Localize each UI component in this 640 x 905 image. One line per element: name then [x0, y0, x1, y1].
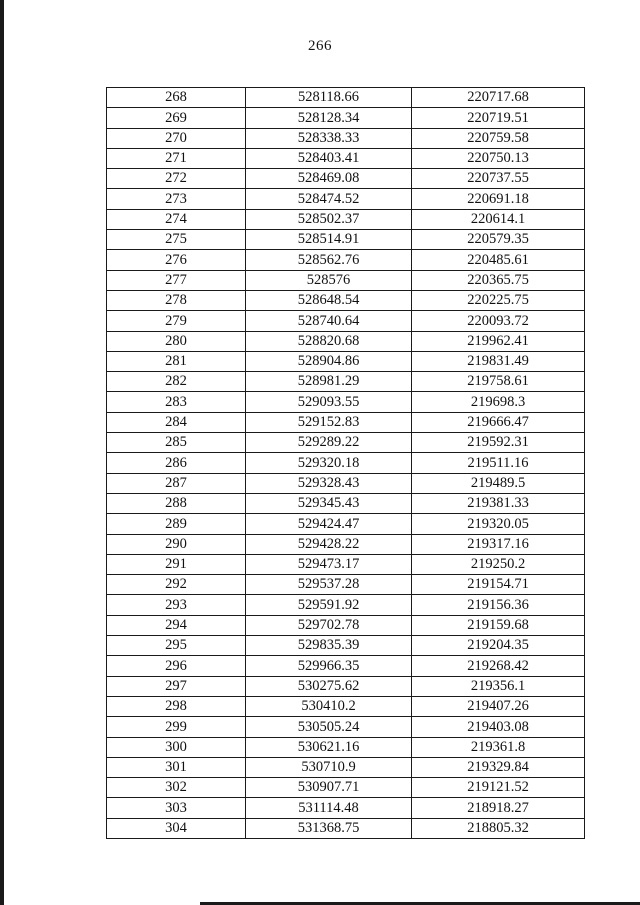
point-number-cell: 270 — [107, 128, 246, 148]
y-coordinate-cell: 219317.16 — [412, 534, 585, 554]
point-number-cell: 278 — [107, 290, 246, 310]
point-number-cell: 302 — [107, 778, 246, 798]
x-coordinate-cell: 528981.29 — [246, 372, 412, 392]
x-coordinate-cell: 531114.48 — [246, 798, 412, 818]
y-coordinate-cell: 220691.18 — [412, 189, 585, 209]
point-number-cell: 271 — [107, 148, 246, 168]
point-number-cell: 299 — [107, 717, 246, 737]
x-coordinate-cell: 529537.28 — [246, 575, 412, 595]
x-coordinate-cell: 528562.76 — [246, 250, 412, 270]
table-row — [107, 169, 585, 189]
y-coordinate-cell: 220093.72 — [412, 311, 585, 331]
x-coordinate-cell: 528648.54 — [246, 290, 412, 310]
table-row — [107, 189, 585, 209]
table-row — [107, 717, 585, 737]
table-row — [107, 575, 585, 595]
x-coordinate-cell: 529289.22 — [246, 433, 412, 453]
point-number-cell: 297 — [107, 676, 246, 696]
x-coordinate-cell: 531368.75 — [246, 818, 412, 838]
y-coordinate-cell: 220485.61 — [412, 250, 585, 270]
x-coordinate-cell: 529152.83 — [246, 412, 412, 432]
table-row — [107, 636, 585, 656]
table-row — [107, 209, 585, 229]
table-row — [107, 595, 585, 615]
x-coordinate-cell: 529591.92 — [246, 595, 412, 615]
table-row — [107, 331, 585, 351]
point-number-cell: 295 — [107, 636, 246, 656]
y-coordinate-cell: 219381.33 — [412, 493, 585, 513]
y-coordinate-cell: 219204.35 — [412, 636, 585, 656]
y-coordinate-cell: 219329.84 — [412, 757, 585, 777]
point-number-cell: 285 — [107, 433, 246, 453]
table-row — [107, 737, 585, 757]
point-number-cell: 277 — [107, 270, 246, 290]
table-row — [107, 473, 585, 493]
table-row — [107, 656, 585, 676]
point-number-cell: 303 — [107, 798, 246, 818]
x-coordinate-cell: 530275.62 — [246, 676, 412, 696]
point-number-cell: 273 — [107, 189, 246, 209]
x-coordinate-cell: 528474.52 — [246, 189, 412, 209]
table-row — [107, 392, 585, 412]
scan-border-left — [0, 0, 4, 905]
table-row — [107, 554, 585, 574]
y-coordinate-cell: 218918.27 — [412, 798, 585, 818]
point-number-cell: 292 — [107, 575, 246, 595]
x-coordinate-cell: 529835.39 — [246, 636, 412, 656]
y-coordinate-cell: 220225.75 — [412, 290, 585, 310]
point-number-cell: 304 — [107, 818, 246, 838]
x-coordinate-cell: 528576 — [246, 270, 412, 290]
x-coordinate-cell: 528904.86 — [246, 351, 412, 371]
x-coordinate-cell: 530410.2 — [246, 696, 412, 716]
x-coordinate-cell: 530710.9 — [246, 757, 412, 777]
x-coordinate-cell: 529428.22 — [246, 534, 412, 554]
point-number-cell: 269 — [107, 108, 246, 128]
x-coordinate-cell: 529966.35 — [246, 656, 412, 676]
point-number-cell: 275 — [107, 230, 246, 250]
point-number-cell: 296 — [107, 656, 246, 676]
point-number-cell: 283 — [107, 392, 246, 412]
table-row — [107, 453, 585, 473]
point-number-cell: 282 — [107, 372, 246, 392]
point-number-cell: 301 — [107, 757, 246, 777]
y-coordinate-cell: 219361.8 — [412, 737, 585, 757]
x-coordinate-cell: 528128.34 — [246, 108, 412, 128]
y-coordinate-cell: 219592.31 — [412, 433, 585, 453]
y-coordinate-cell: 219159.68 — [412, 615, 585, 635]
table-row — [107, 676, 585, 696]
y-coordinate-cell: 219698.3 — [412, 392, 585, 412]
x-coordinate-cell: 528740.64 — [246, 311, 412, 331]
table-row — [107, 514, 585, 534]
table-row — [107, 778, 585, 798]
y-coordinate-cell: 220614.1 — [412, 209, 585, 229]
point-number-cell: 284 — [107, 412, 246, 432]
x-coordinate-cell: 530907.71 — [246, 778, 412, 798]
y-coordinate-cell: 219320.05 — [412, 514, 585, 534]
table-row — [107, 372, 585, 392]
x-coordinate-cell: 529320.18 — [246, 453, 412, 473]
y-coordinate-cell: 219758.61 — [412, 372, 585, 392]
point-number-cell: 291 — [107, 554, 246, 574]
x-coordinate-cell: 529424.47 — [246, 514, 412, 534]
y-coordinate-cell: 220717.68 — [412, 88, 585, 108]
y-coordinate-cell: 219121.52 — [412, 778, 585, 798]
y-coordinate-cell: 220737.55 — [412, 169, 585, 189]
x-coordinate-cell: 528469.08 — [246, 169, 412, 189]
y-coordinate-cell: 220759.58 — [412, 128, 585, 148]
table-row — [107, 818, 585, 838]
table-row — [107, 148, 585, 168]
table-row — [107, 128, 585, 148]
point-number-cell: 281 — [107, 351, 246, 371]
x-coordinate-cell: 529473.17 — [246, 554, 412, 574]
page-number: 266 — [308, 38, 332, 54]
table-row — [107, 250, 585, 270]
table-row — [107, 270, 585, 290]
table-row — [107, 757, 585, 777]
point-number-cell: 276 — [107, 250, 246, 270]
y-coordinate-cell: 219154.71 — [412, 575, 585, 595]
coordinates-table — [106, 87, 585, 839]
table-row — [107, 290, 585, 310]
y-coordinate-cell: 219407.26 — [412, 696, 585, 716]
table-row — [107, 230, 585, 250]
x-coordinate-cell: 528338.33 — [246, 128, 412, 148]
x-coordinate-cell: 529345.43 — [246, 493, 412, 513]
point-number-cell: 298 — [107, 696, 246, 716]
point-number-cell: 294 — [107, 615, 246, 635]
table-row — [107, 493, 585, 513]
table-row — [107, 534, 585, 554]
point-number-cell: 289 — [107, 514, 246, 534]
point-number-cell: 293 — [107, 595, 246, 615]
y-coordinate-cell: 219156.36 — [412, 595, 585, 615]
table-row — [107, 696, 585, 716]
y-coordinate-cell: 220365.75 — [412, 270, 585, 290]
x-coordinate-cell: 528502.37 — [246, 209, 412, 229]
y-coordinate-cell: 218805.32 — [412, 818, 585, 838]
y-coordinate-cell: 219268.42 — [412, 656, 585, 676]
x-coordinate-cell: 529328.43 — [246, 473, 412, 493]
y-coordinate-cell: 220719.51 — [412, 108, 585, 128]
point-number-cell: 290 — [107, 534, 246, 554]
point-number-cell: 300 — [107, 737, 246, 757]
table-row — [107, 433, 585, 453]
y-coordinate-cell: 219962.41 — [412, 331, 585, 351]
table-row — [107, 108, 585, 128]
table-row — [107, 311, 585, 331]
y-coordinate-cell: 219489.5 — [412, 473, 585, 493]
x-coordinate-cell: 530621.16 — [246, 737, 412, 757]
y-coordinate-cell: 219511.16 — [412, 453, 585, 473]
x-coordinate-cell: 529702.78 — [246, 615, 412, 635]
point-number-cell: 287 — [107, 473, 246, 493]
point-number-cell: 280 — [107, 331, 246, 351]
point-number-cell: 286 — [107, 453, 246, 473]
table-row — [107, 351, 585, 371]
coordinates-table-body — [107, 88, 585, 839]
point-number-cell: 279 — [107, 311, 246, 331]
x-coordinate-cell: 528403.41 — [246, 148, 412, 168]
y-coordinate-cell: 219356.1 — [412, 676, 585, 696]
table-row — [107, 412, 585, 432]
x-coordinate-cell: 529093.55 — [246, 392, 412, 412]
y-coordinate-cell: 219250.2 — [412, 554, 585, 574]
table-row — [107, 615, 585, 635]
y-coordinate-cell: 219403.08 — [412, 717, 585, 737]
x-coordinate-cell: 528820.68 — [246, 331, 412, 351]
y-coordinate-cell: 219666.47 — [412, 412, 585, 432]
point-number-cell: 288 — [107, 493, 246, 513]
y-coordinate-cell: 220750.13 — [412, 148, 585, 168]
y-coordinate-cell: 219831.49 — [412, 351, 585, 371]
x-coordinate-cell: 528118.66 — [246, 88, 412, 108]
point-number-cell: 274 — [107, 209, 246, 229]
table-row — [107, 88, 585, 108]
point-number-cell: 272 — [107, 169, 246, 189]
table-row — [107, 798, 585, 818]
point-number-cell: 268 — [107, 88, 246, 108]
y-coordinate-cell: 220579.35 — [412, 230, 585, 250]
x-coordinate-cell: 530505.24 — [246, 717, 412, 737]
x-coordinate-cell: 528514.91 — [246, 230, 412, 250]
